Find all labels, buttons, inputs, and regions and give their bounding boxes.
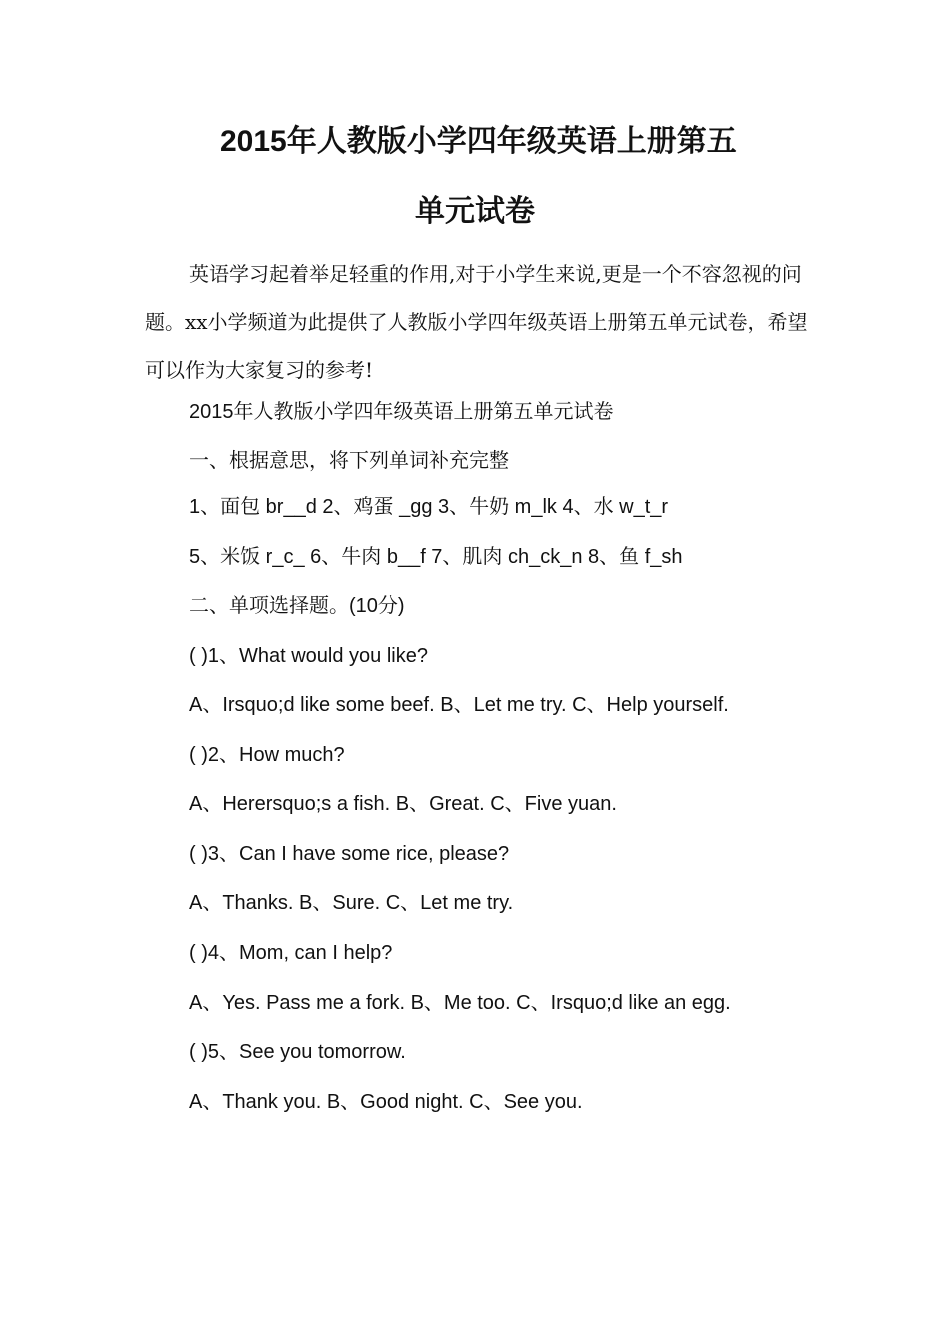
question-5-options: A、Thank you. B、Good night. C、See you. [189,1091,583,1113]
fill-word-line-1: 1、面包 br__d 2、鸡蛋 _gg 3、牛奶 m_lk 4、水 w_t_r [189,496,669,518]
question-2: ( )2、How much? [189,744,345,766]
section-1-instruction: 一、根据意思，将下列单词补充完整 [189,450,509,472]
question-4-options: A、Yes. Pass me a fork. B、Me too. C、Irsquo;d like an egg. [189,992,731,1014]
question-3: ( )3、Can I have some rice, please? [189,843,510,865]
section-heading: 2015年人教版小学四年级英语上册第五单元试卷 [189,401,614,423]
document-title-line-1: 2015年人教版小学四年级英语上册第五 [220,125,737,158]
question-4: ( )4、Mom, can I help? [189,942,393,964]
document-title-line-2: 单元试卷 [415,195,535,228]
question-1: ( )1、What would you like? [189,645,428,667]
question-2-options: A、Herersquo;s a fish. B、Great. C、Five yuan. [189,793,617,815]
question-1-options: A、Irsquo;d like some beef. B、Let me try. C、Help yourself. [189,694,729,716]
intro-paragraph: 英语学习起着举足轻重的作用,对于小学生来说,更是一个不容忽视的问题。xx小学频道为此提供了人教版小学四年级英语上册第五单元试卷，希望可以作为大家复习的参考! [145,262,808,382]
section-2-instruction: 二、单项选择题。(10分) [189,595,405,617]
fill-word-line-2: 5、米饭 r_c_ 6、牛肉 b__f 7、肌肉 ch_ck_n 8、鱼 f_sh [189,546,683,568]
question-3-options: A、Thanks. B、Sure. C、Let me try. [189,892,514,914]
question-5: ( )5、See you tomorrow. [189,1041,406,1063]
